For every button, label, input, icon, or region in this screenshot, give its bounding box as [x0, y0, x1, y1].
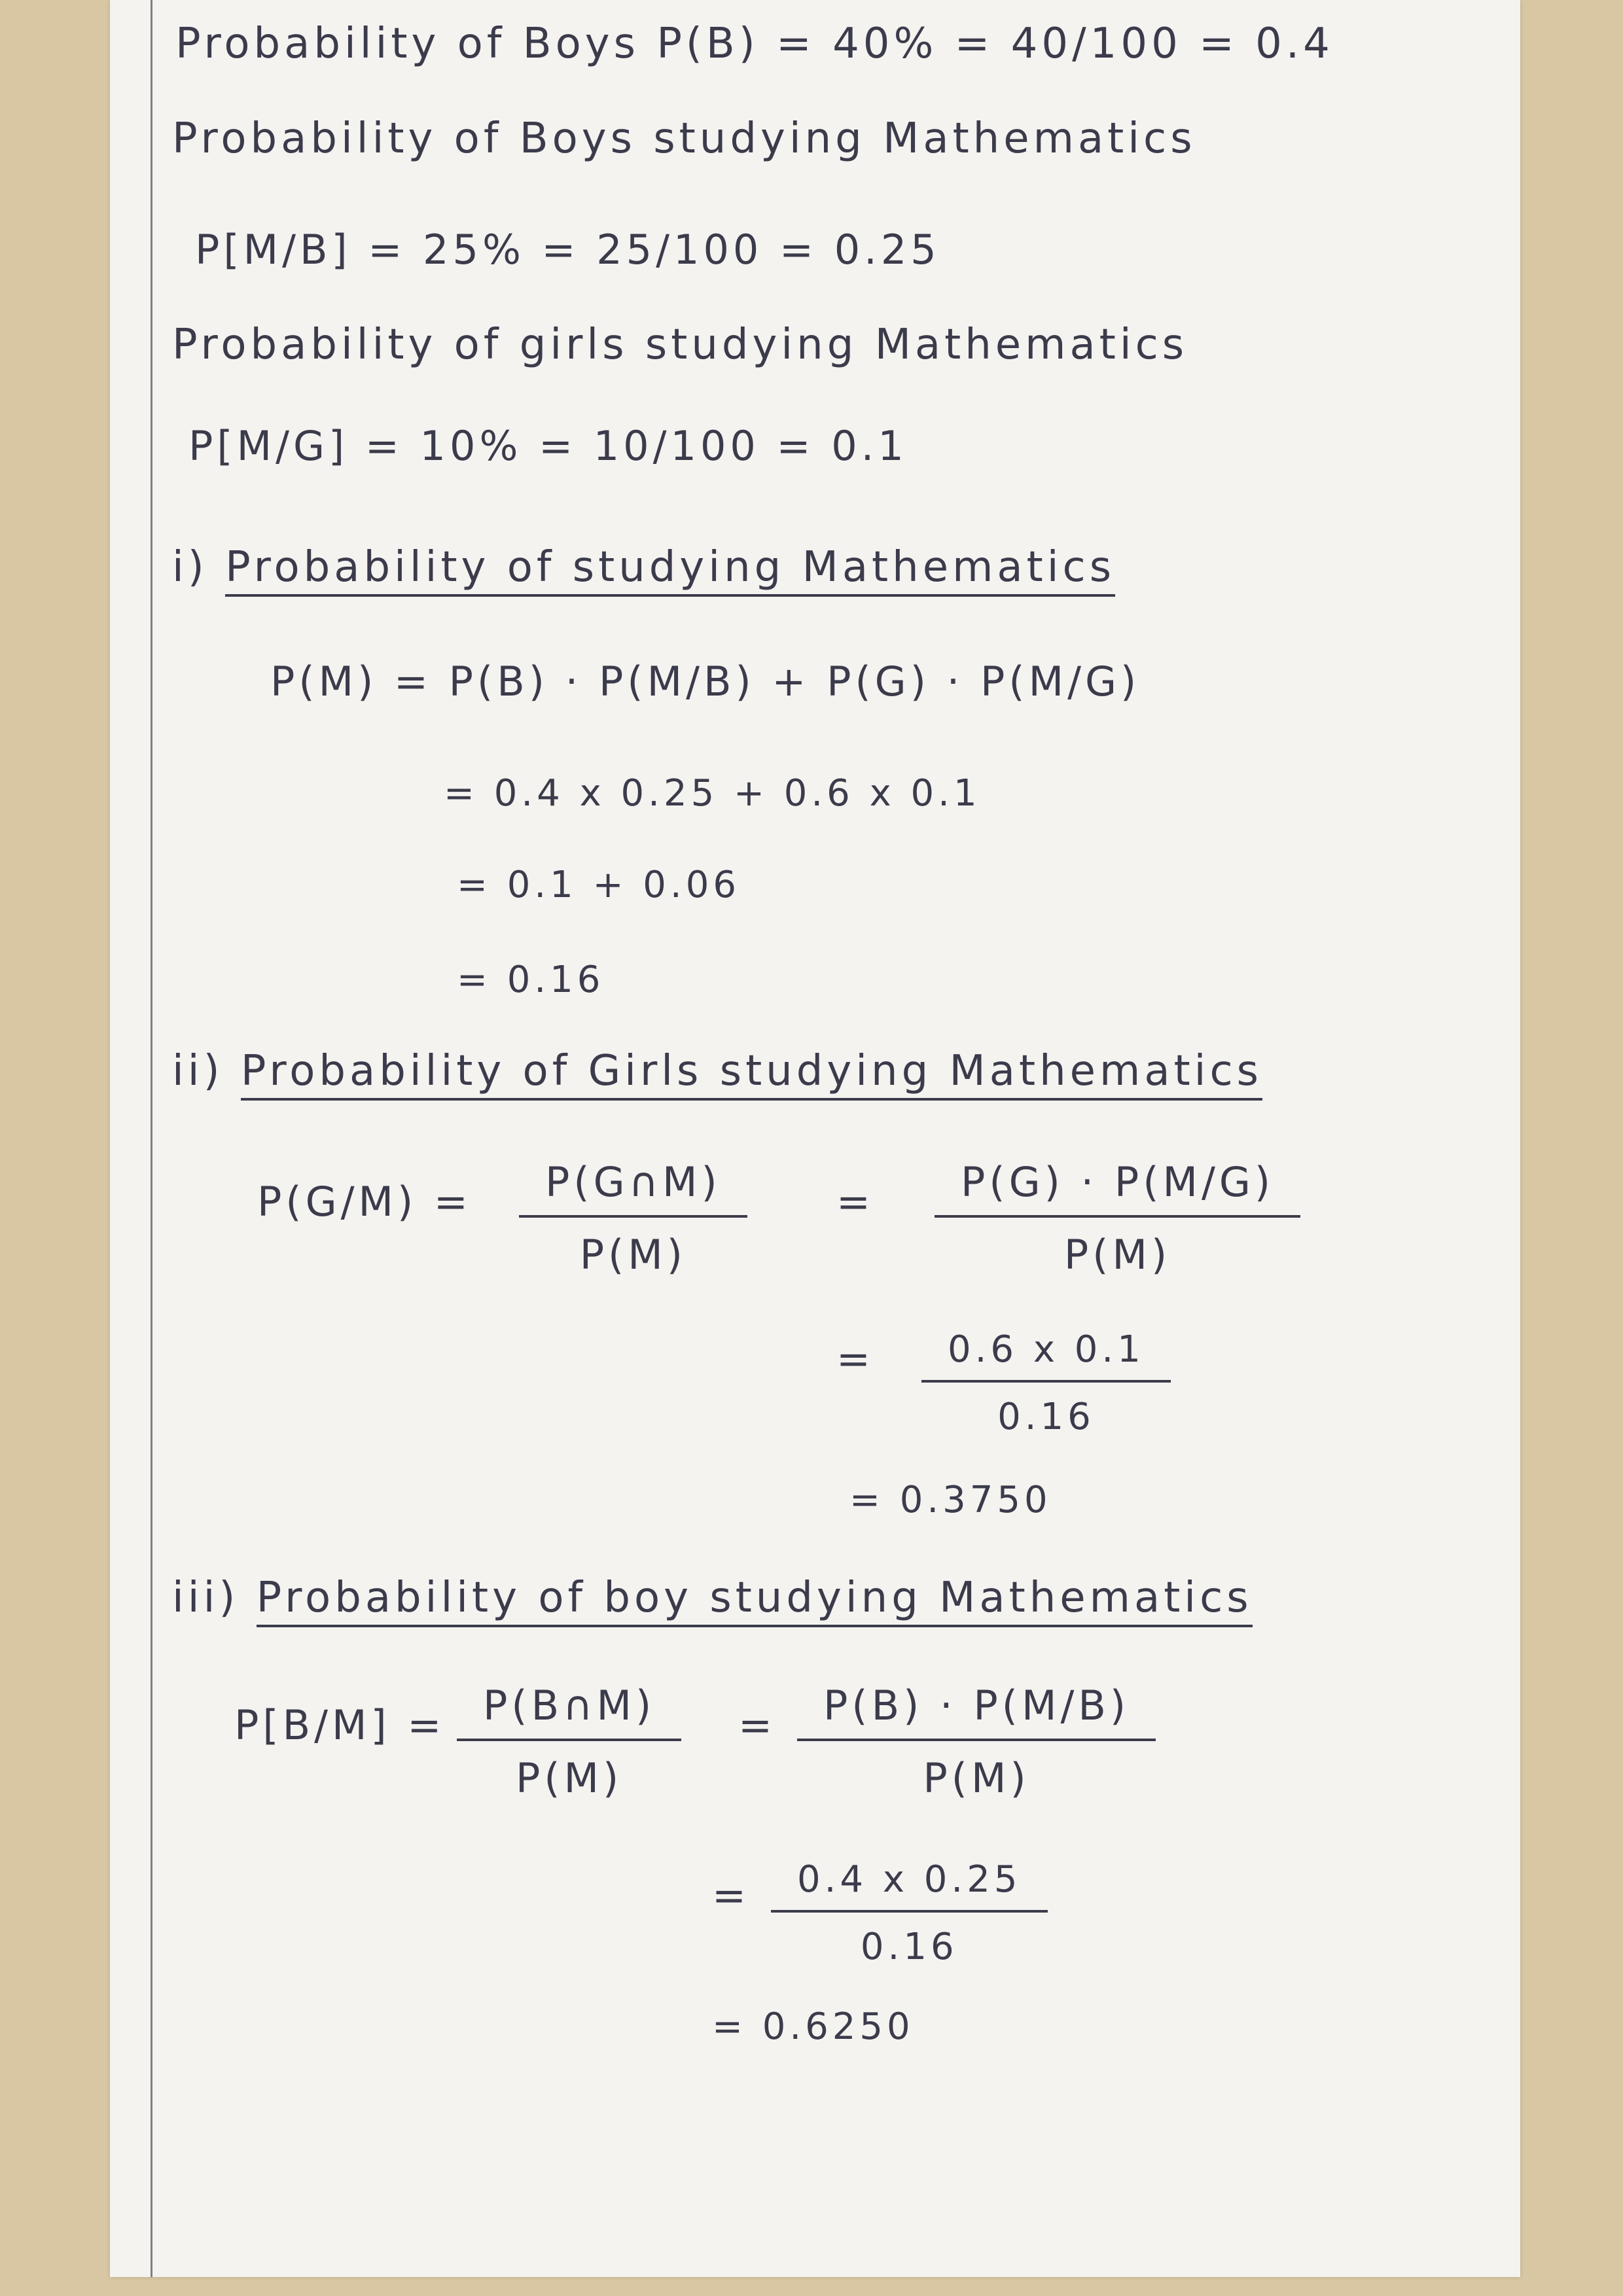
part3-frac1-denominator: P(M) [515, 1754, 623, 1802]
part3-fraction-definition [457, 1682, 681, 1802]
part2-frac1-denominator: P(M) [579, 1231, 687, 1279]
part3-lhs: P[B/M] = [234, 1701, 446, 1749]
part1-step1: = 0.4 x 0.25 + 0.6 x 0.1 [444, 772, 981, 815]
part2-fraction-definition [519, 1158, 747, 1279]
given-line-girls-math-value: P[M/G] = 10% = 10/100 = 0.1 [188, 422, 908, 470]
part3-heading-text: Probability of boy studying Mathematics [257, 1574, 1253, 1627]
part3-heading [172, 1574, 1253, 1622]
part1-heading-text: Probability of studying Mathematics [225, 543, 1115, 597]
part1-heading-number: i) [172, 543, 208, 592]
part3-frac1-numerator: P(B∩M) [457, 1682, 681, 1741]
part2-heading [172, 1047, 1262, 1095]
part1-heading [172, 543, 1115, 592]
part2-frac1-numerator: P(G∩M) [519, 1158, 747, 1218]
given-line-boys-math-label: Probability of Boys studying Mathematics [172, 115, 1196, 163]
part2-fraction-numeric [921, 1328, 1171, 1438]
part1-step2: = 0.1 + 0.06 [457, 864, 740, 906]
given-line-prob-boys: Probability of Boys P(B) = 40% = 40/100 = 0.4 [175, 20, 1334, 68]
part3-fraction-numeric [771, 1858, 1048, 1968]
part2-heading-text: Probability of Girls studying Mathematics [241, 1047, 1262, 1101]
part2-fraction-expanded [935, 1158, 1300, 1279]
given-line-boys-math-value: P[M/B] = 25% = 25/100 = 0.25 [195, 226, 940, 274]
part2-result: = 0.3750 [849, 1479, 1052, 1521]
margin-line [151, 0, 152, 2277]
part3-heading-number: iii) [172, 1574, 240, 1622]
part2-equals-2: = [836, 1335, 874, 1383]
part3-frac2-denominator: P(M) [923, 1754, 1030, 1802]
part2-equals: = [836, 1178, 874, 1226]
part1-formula: P(M) = P(B) · P(M/B) + P(G) · P(M/G) [270, 658, 1141, 705]
part3-frac2-numerator: P(B) · P(M/B) [797, 1682, 1156, 1741]
part2-frac3-numerator: 0.6 x 0.1 [921, 1328, 1171, 1383]
part3-result: = 0.6250 [712, 2005, 914, 2048]
part3-frac3-numerator: 0.4 x 0.25 [771, 1858, 1048, 1913]
part3-equals: = [738, 1701, 776, 1749]
part2-heading-number: ii) [172, 1047, 224, 1095]
part2-frac2-denominator: P(M) [1063, 1231, 1171, 1279]
part2-lhs: P(G/M) = [257, 1178, 472, 1226]
part1-result: = 0.16 [457, 959, 605, 1001]
part2-frac2-numerator: P(G) · P(M/G) [935, 1158, 1300, 1218]
part3-fraction-expanded [797, 1682, 1156, 1802]
notebook-page [110, 0, 1520, 2277]
part2-frac3-denominator: 0.16 [997, 1396, 1095, 1438]
given-line-girls-math-label: Probability of girls studying Mathematics [172, 321, 1188, 369]
part3-equals-2: = [712, 1871, 750, 1919]
part3-frac3-denominator: 0.16 [860, 1926, 958, 1968]
